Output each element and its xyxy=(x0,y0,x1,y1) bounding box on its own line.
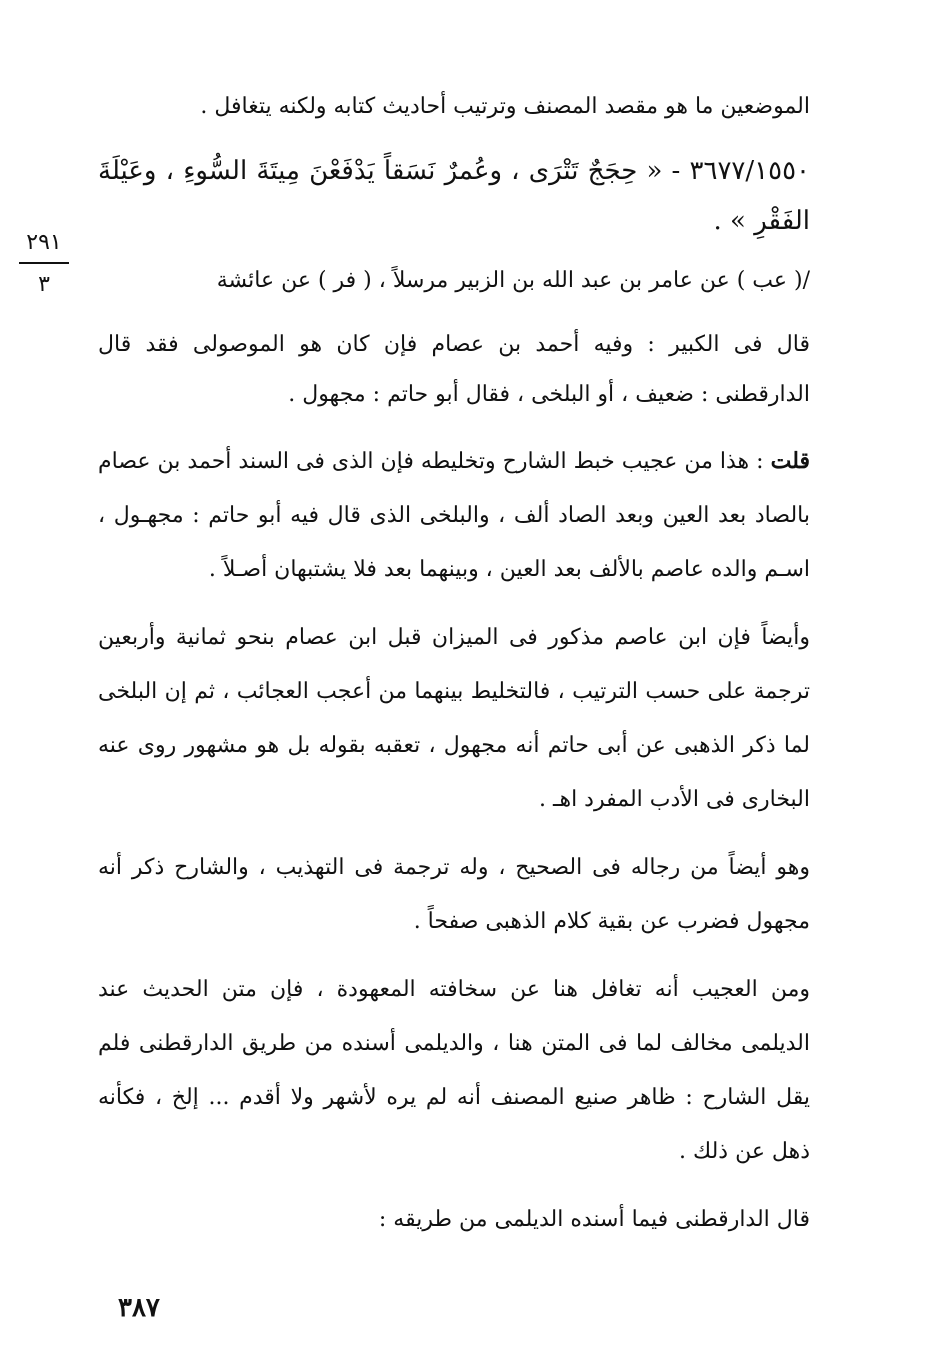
hadith-source: /( عب ) عن عامر بن عبد الله بن الزبير مرسلاً ، ( فر ) عن عائشة xyxy=(216,268,810,293)
paragraph-strange: ومن العجيب أنه تغافل هنا عن سخافته المعهودة ، فإن متن الحديث عند الديلمى مخالف لما فى المتن هنا ، والديلمى أسنده من طريق الدارقطنى فلم يقل الشارح : ظاهر صنيع المصنف أنه لم يره لأشهر ولا أقدم ... إلخ ، فكأنه ذهل عن ذلك . xyxy=(98,977,810,1164)
page-number: ٣٨٧ xyxy=(118,1293,160,1323)
hadith-text: ٣٦٧٧/١٥٥٠ - « حِجَجٌ تَتْرَى ، وعُمرٌ نَسَقاً يَدْفَعْنَ مِيتَةَ السُّوءِ ، وعَيْلَةَ الفَقْرِ » . xyxy=(98,156,810,236)
paragraph-daraqutni: قال الدارقطنى فيما أسنده الديلمى من طريقه : xyxy=(378,1207,810,1232)
margin-reference-rule xyxy=(19,262,69,264)
margin-page-reference xyxy=(14,228,74,300)
paragraph-1: الموضعين ما هو مقصد المصنف وترتيب أحاديث كتابه ولكنه يتغافل . xyxy=(200,94,810,119)
qult-body: : هذا من عجيب خبط الشارح وتخليطه فإن الذى فى السند أحمد بن عصام بالصاد بعد العين وبعد الصاد ألف ، والبلخى الذى قال فيه أبو حاتم : مجهـول ، اسـم والده عاصم بالألف بعد العين ، وبينهما بعد فلا يشتبهان أصـلاً . xyxy=(98,449,810,582)
main-text-column xyxy=(98,82,810,1261)
paragraph-commentary: قال فى الكبير : وفيه أحمد بن عصام فإن كان هو الموصولى فقد قال الدارقطنى : ضعيف ، أو البلخى ، فقال أبو حاتم : مجهول . xyxy=(98,332,810,407)
paragraph-also: وأيضاً فإن ابن عاصم مذكور فى الميزان قبل ابن عصام بنحو ثمانية وأربعين ترجمة على حسب الترتيب ، فالتخليط بينهما من أعجب العجائب ، ثم إن البلخى لما ذكر الذهبى عن أبى حاتم أنه مجهول ، تعقبه بقوله بل هو مشهور روى عنه البخارى فى الأدب المفرد اهـ . xyxy=(98,625,810,812)
margin-reference-top: ٢٩١ xyxy=(26,230,62,255)
margin-reference-bottom: ٣ xyxy=(38,272,50,297)
paragraph-qult xyxy=(98,434,810,597)
paragraph-sahih: وهو أيضاً من رجاله فى الصحيح ، وله ترجمة فى التهذيب ، والشارح ذكر أنه مجهول فضرب عن بقية كلام الذهبى صفحاً . xyxy=(98,855,810,934)
qult-lead: قلت xyxy=(770,448,810,474)
